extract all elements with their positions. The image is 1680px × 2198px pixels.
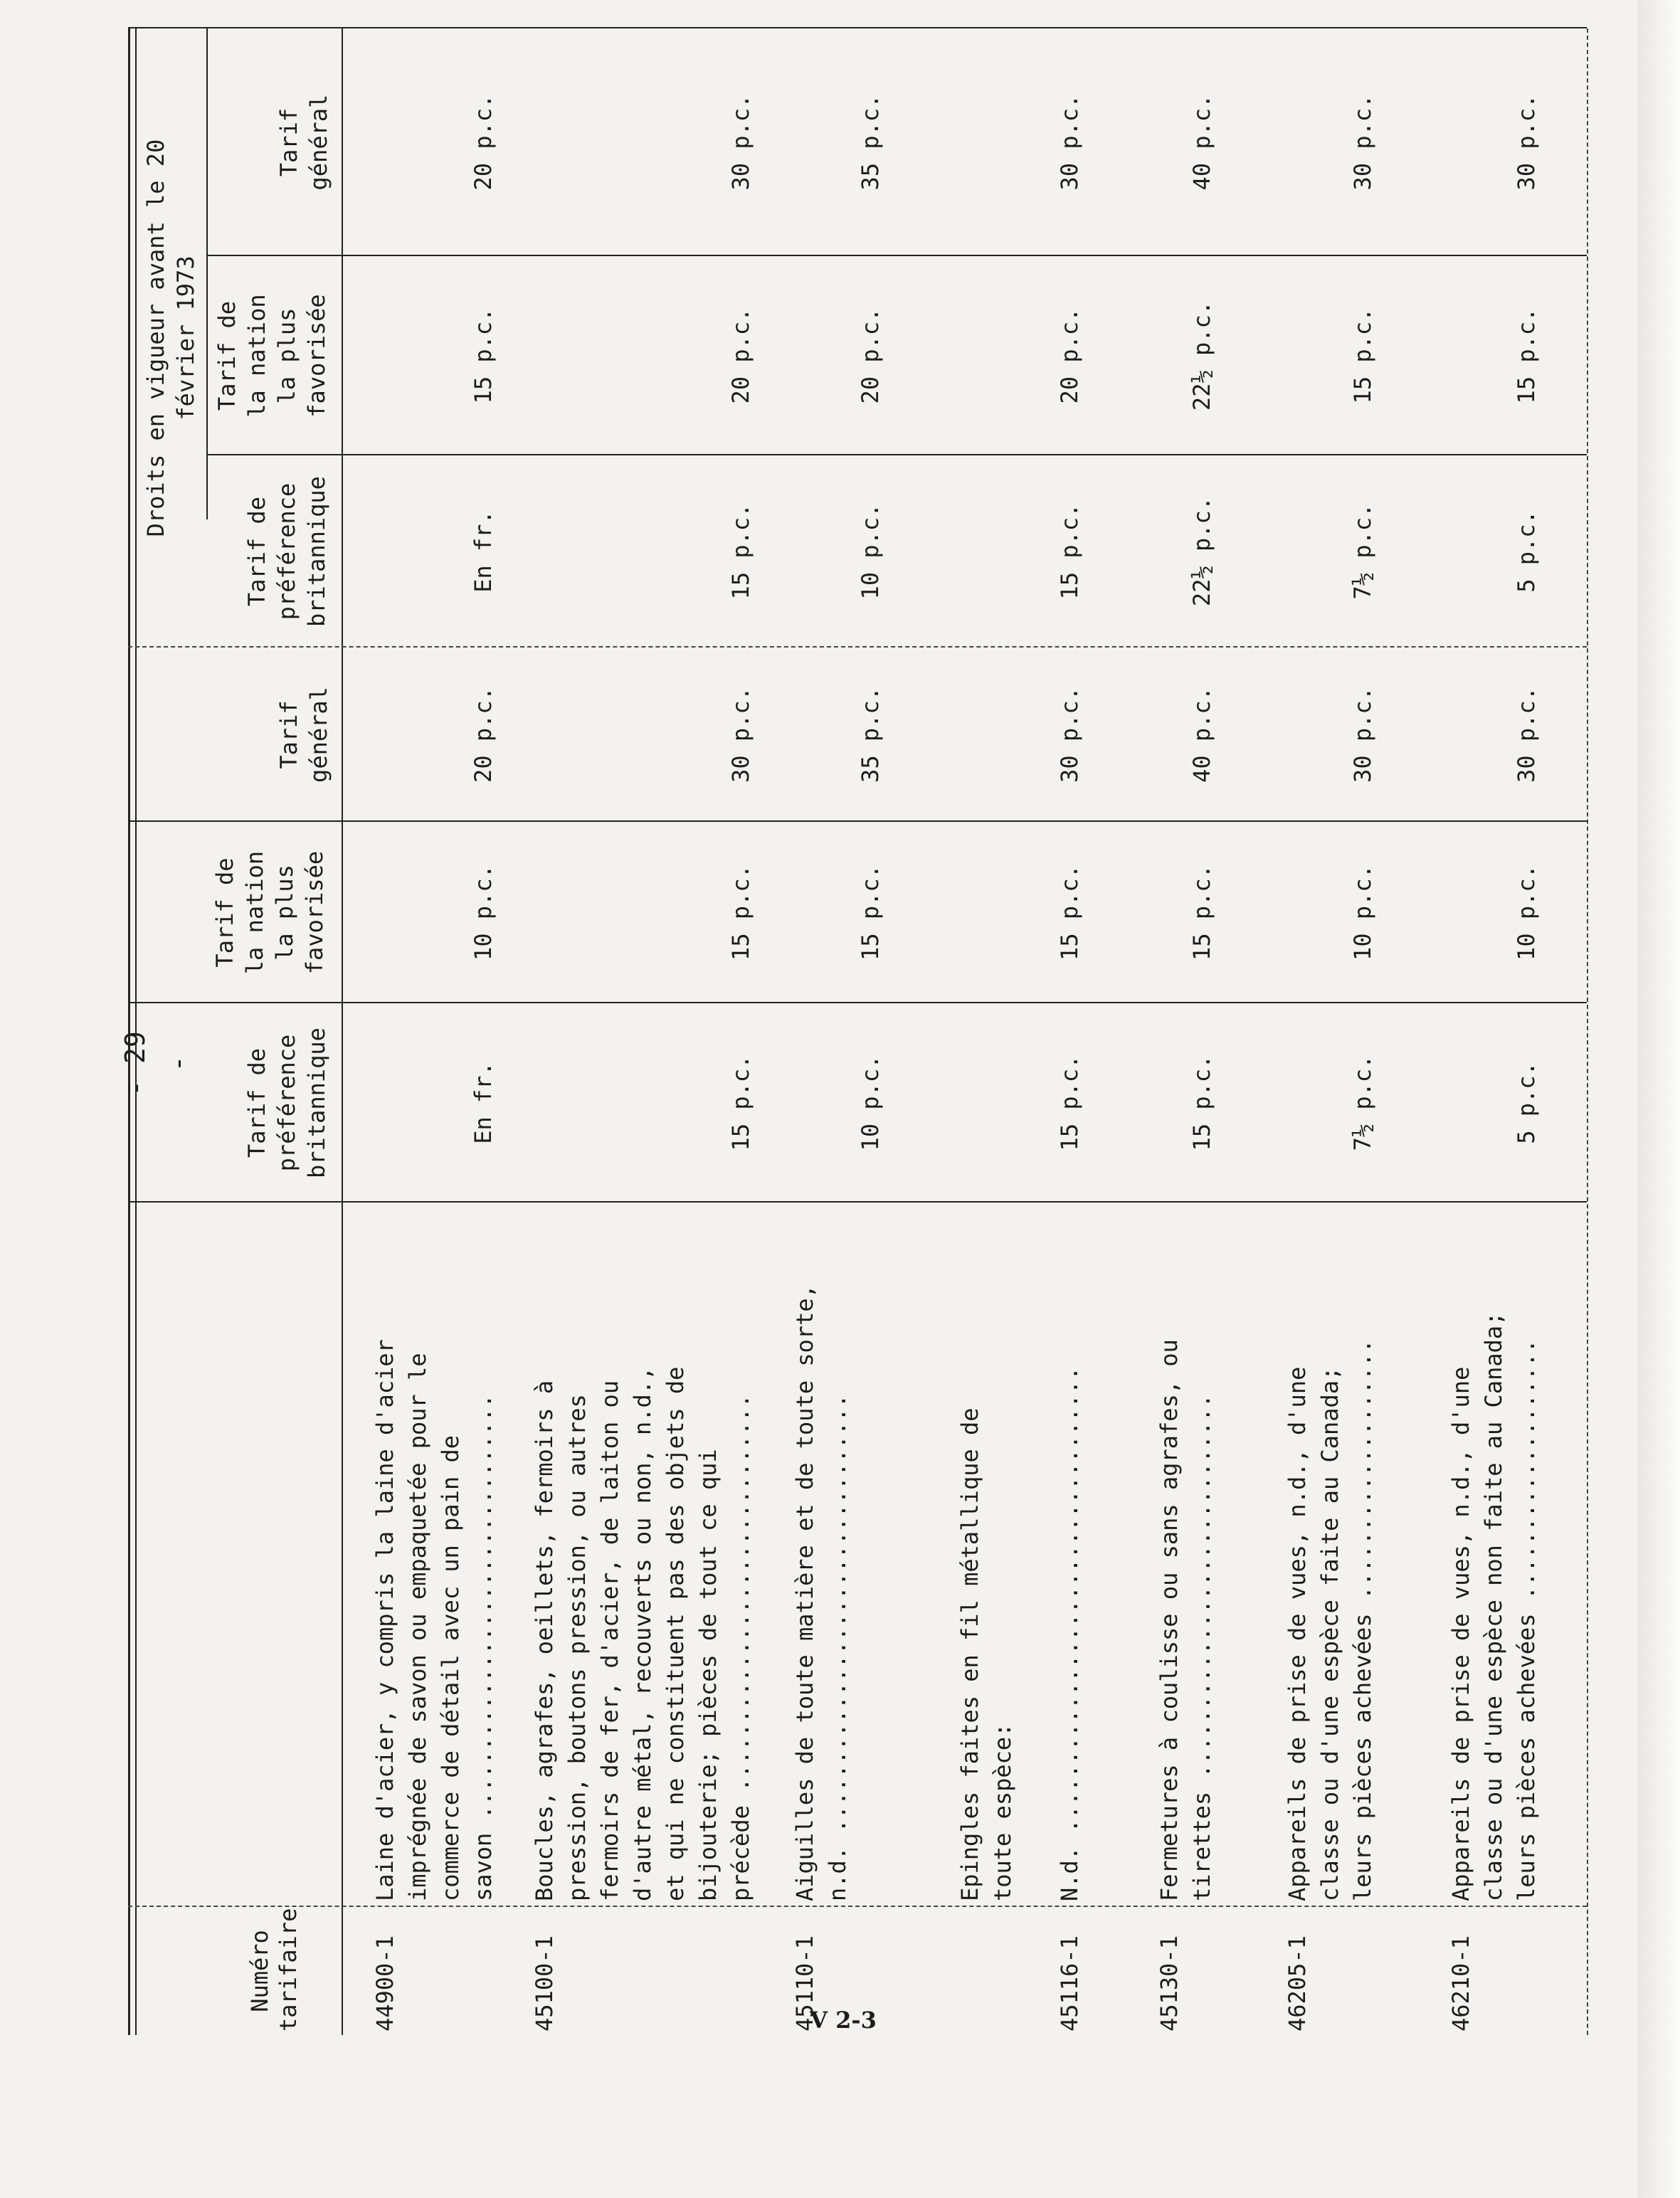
rate-nation-fav: 15 p.c. <box>1056 865 1083 961</box>
col-rule-3 <box>128 1002 1587 1003</box>
rate-pref-brit: En fr. <box>470 1062 497 1144</box>
rate-nation-fav: 10 p.c. <box>470 865 497 961</box>
rate-nation-fav: 10 p.c. <box>1513 865 1540 961</box>
description-line: bijouterie; pièces de tout ce qui <box>694 1449 722 1901</box>
description-line: précède ............................. <box>727 1394 754 1901</box>
old-rate-pref-brit: 15 p.c. <box>727 503 754 600</box>
rate-general: 35 p.c. <box>857 687 884 783</box>
rate-pref-brit: 15 p.c. <box>727 1055 754 1151</box>
col-rule-5 <box>128 646 1587 648</box>
rate-nation-fav: 15 p.c. <box>727 865 754 961</box>
header-rule <box>342 28 343 2035</box>
description-line: classe ou d'une espèce faite au Canada; <box>1316 1366 1343 1901</box>
description-line: Fermetures à coulisse ou sans agrafes, ou <box>1156 1339 1183 1901</box>
row-description <box>953 1311 1019 1901</box>
description-line: Boucles, agrafes, oeillets, fermoirs à <box>531 1380 558 1901</box>
col-rule-6 <box>206 454 1587 455</box>
rate-pref-brit: 5 p.c. <box>1513 1062 1540 1144</box>
description-line: d'autre métal, recouverts ou non, n.d., <box>629 1366 656 1901</box>
col-rule-7 <box>206 255 1587 256</box>
old-rate-pref-brit: 7½ p.c. <box>1349 503 1376 600</box>
rate-pref-brit: 10 p.c. <box>857 1055 884 1151</box>
rate-pref-brit: 15 p.c. <box>1056 1055 1083 1151</box>
rate-nation-fav: 15 p.c. <box>857 865 884 961</box>
old-rate-pref-brit: En fr. <box>470 510 497 593</box>
old-rate-pref-brit: 10 p.c. <box>857 503 884 600</box>
tariff-number: 46205-1 <box>1284 1935 1311 2031</box>
description-line: toute espèce: <box>989 1723 1016 1901</box>
col-rule-8 <box>128 27 1587 28</box>
tariff-table <box>128 0 1622 2064</box>
old-rate-nation-fav: 15 p.c. <box>1513 307 1540 404</box>
row-description <box>788 1284 854 1901</box>
description-line: imprégnée de savon ou empaquetée pour le <box>404 1353 431 1901</box>
header-old-pref-brit: Tarif de préférence britannique <box>243 476 330 627</box>
old-rate-general: 30 p.c. <box>727 94 754 191</box>
old-rate-general: 20 p.c. <box>470 94 497 191</box>
description-line: Appareils de prise de vues, n.d., d'une <box>1284 1366 1311 1901</box>
tariff-number: 45110-1 <box>791 1935 818 2031</box>
old-rate-pref-brit: 22½ p.c. <box>1188 496 1215 607</box>
old-rate-general: 30 p.c. <box>1349 94 1376 191</box>
description-line: leurs pièces achevées ................... <box>1513 1339 1540 1901</box>
rate-nation-fav: 10 p.c. <box>1349 865 1376 961</box>
description-line: et qui ne constituent pas des objets de <box>662 1366 689 1901</box>
rate-pref-brit: 7½ p.c. <box>1349 1055 1376 1151</box>
old-rate-pref-brit: 15 p.c. <box>1056 503 1083 600</box>
header-old-general: Tarif général <box>275 94 332 191</box>
row-description <box>528 1311 757 1901</box>
rate-general: 30 p.c. <box>1513 687 1540 783</box>
old-rate-general: 30 p.c. <box>1056 94 1083 191</box>
old-rate-general: 30 p.c. <box>1513 94 1540 191</box>
rate-general: 30 p.c. <box>1056 687 1083 783</box>
header-nation-fav: Tarif de la nation la plus favorisée <box>211 850 328 975</box>
col-rule-2 <box>128 1201 1587 1203</box>
header-old-nation-fav: Tarif de la nation la plus favorisée <box>213 294 330 418</box>
description-line: Epingles faites en fil métallique de <box>956 1407 983 1901</box>
rate-general: 20 p.c. <box>470 687 497 783</box>
old-rate-pref-brit: 5 p.c. <box>1513 510 1540 593</box>
old-rate-nation-fav: 15 p.c. <box>470 307 497 404</box>
row-description <box>1153 1311 1218 1901</box>
sheet-code: V 2-3 <box>810 2007 877 2034</box>
row-description <box>1053 1311 1086 1901</box>
description-line: fermoirs de fer, d'acier, de laiton ou <box>596 1380 623 1901</box>
old-rate-nation-fav: 15 p.c. <box>1349 307 1376 404</box>
group-header-rule <box>206 28 208 519</box>
description-line: n.d. ................................ <box>824 1394 851 1901</box>
description-line: Appareils de prise de vues, n.d., d'une <box>1447 1366 1474 1901</box>
description-line: Aiguilles de toute matière et de toute sorte, <box>791 1284 818 1901</box>
header-general: Tarif général <box>275 687 332 783</box>
header-tariff-number: Numéro tarifaire <box>246 1908 302 2031</box>
old-rate-general: 40 p.c. <box>1188 94 1215 191</box>
description-line: leurs pièces achevées ................... <box>1349 1339 1376 1901</box>
description-line: N.d. .................................. <box>1056 1366 1083 1901</box>
header-droits-group: Droits en vigueur avant le 20 février 1973 <box>142 139 199 537</box>
header-pref-brit: Tarif de préférence britannique <box>243 1027 330 1178</box>
old-rate-nation-fav: 20 p.c. <box>1056 307 1083 404</box>
description-line: Laine d'acier, y compris la laine d'acier <box>371 1339 398 1901</box>
rate-nation-fav: 15 p.c. <box>1188 865 1215 961</box>
row-description <box>369 1311 500 1901</box>
old-rate-nation-fav: 20 p.c. <box>727 307 754 404</box>
description-line: tirettes ............................ <box>1188 1394 1215 1901</box>
tariff-number: 45116-1 <box>1056 1935 1083 2031</box>
old-rate-nation-fav: 20 p.c. <box>857 307 884 404</box>
rate-general: 40 p.c. <box>1188 687 1215 783</box>
description-line: commerce de détail avec un pain de <box>437 1434 464 1901</box>
col-rule-1 <box>128 1906 1587 1907</box>
description-line: savon ............................... <box>470 1394 497 1901</box>
rate-general: 30 p.c. <box>1349 687 1376 783</box>
page-number: - 29 - <box>120 1031 194 1097</box>
old-rate-nation-fav: 22½ p.c. <box>1188 300 1215 411</box>
tariff-number: 45100-1 <box>531 1935 558 2031</box>
rate-pref-brit: 15 p.c. <box>1188 1055 1215 1151</box>
tariff-number: 44900-1 <box>371 1935 398 2031</box>
tariff-number: 45130-1 <box>1156 1935 1183 2031</box>
binding-edge <box>1637 0 1680 2198</box>
table-bottom-rule <box>1587 28 1588 2035</box>
description-line: classe ou d'une espèce non faite au Canada; <box>1480 1311 1507 1901</box>
description-line: pression, boutons pression, ou autres <box>564 1394 591 1901</box>
table-top-rule <box>128 28 130 2035</box>
table-top-rule-2 <box>135 28 137 2035</box>
row-description <box>1281 1311 1379 1901</box>
tariff-number: 46210-1 <box>1447 1935 1474 2031</box>
rate-general: 30 p.c. <box>727 687 754 783</box>
row-description <box>1444 1311 1543 1901</box>
old-rate-general: 35 p.c. <box>857 94 884 191</box>
col-rule-4 <box>128 820 1587 822</box>
